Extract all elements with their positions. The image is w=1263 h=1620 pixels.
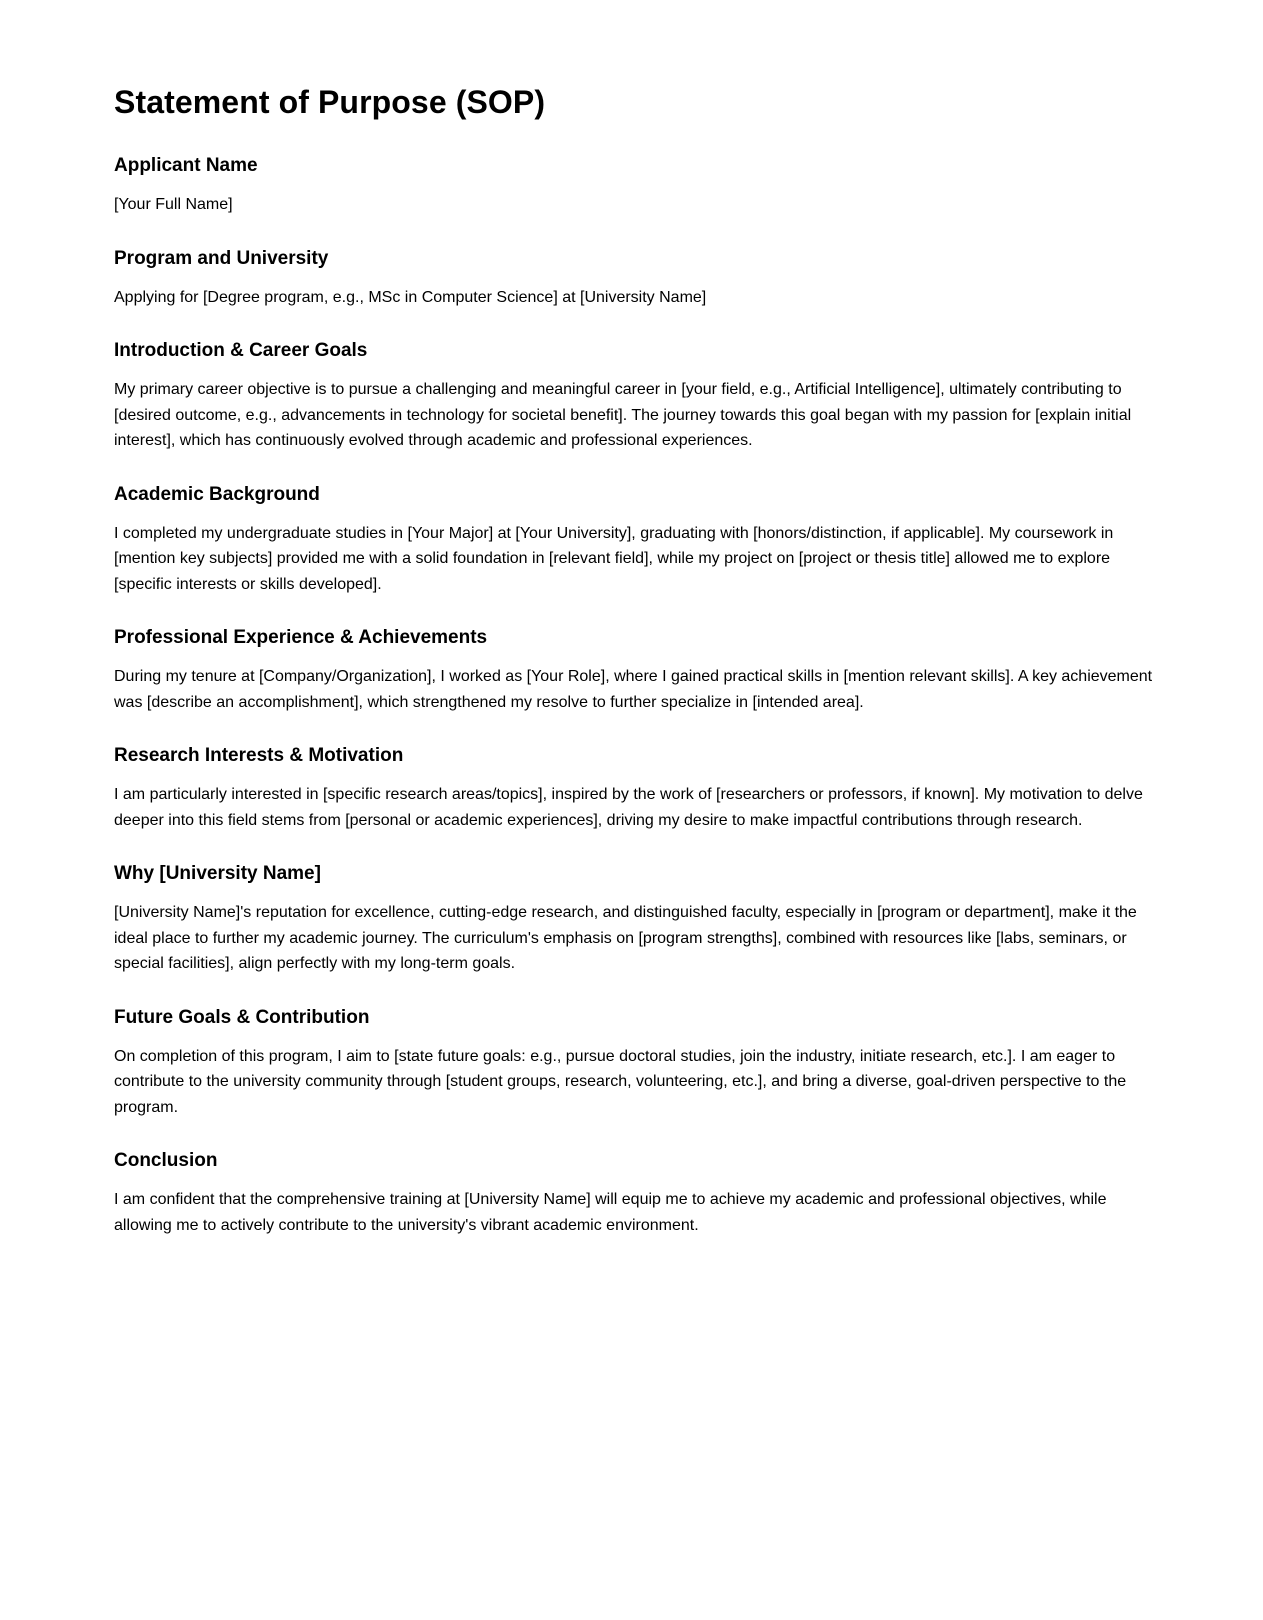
section-research-interests <box>114 715 1154 833</box>
section-body: My primary career objective is to pursue a challenging and meaningful career in [your field, e.g., Artificial Intelligence], ultimately contributing to [desired outcome, e.g., advancements in technology for societal benefit]. The journey towards this goal began with my passion for [explain initial interest], which has continuously evolved through academic and professional experiences. <box>114 381 1132 449</box>
section-heading: Introduction & Career Goals <box>114 340 368 361</box>
section-conclusion <box>114 1120 1154 1238</box>
section-heading: Academic Background <box>114 483 320 505</box>
section-body: [Your Full Name] <box>114 196 233 213</box>
section-body: [University Name]'s reputation for excellence, cutting-edge research, and distinguished faculty, especially in [program or department], make it the ideal place to further my academic journey. The curriculum's emphasis on [program strengths], combined with resources like [labs, seminars, or special facilities], align perfectly with my long-term goals. <box>114 904 1137 972</box>
section-professional-experience <box>114 597 1154 715</box>
section-why-university <box>114 833 1154 977</box>
section-body: During my tenure at [Company/Organization], I worked as [Your Role], where I gained practical skills in [mention relevant skills]. A key achievement was [describe an accomplishment], which strengthened my resolve to further specialize in [intended area]. <box>114 668 1153 711</box>
section-heading: Research Interests & Motivation <box>114 745 404 766</box>
section-applicant-name <box>114 124 1154 218</box>
document-title: Statement of Purpose (SOP) <box>114 84 546 120</box>
section-body: On completion of this program, I aim to [state future goals: e.g., pursue doctoral studies, join the industry, initiate research, etc.]. I am eager to contribute to the university community through [student groups, research, volunteering, etc.], and bring a diverse, goal-driven perspective to the program. <box>114 1047 1127 1116</box>
section-academic-background <box>114 454 1154 598</box>
document-page <box>114 0 1154 1238</box>
section-heading: Professional Experience & Achievements <box>114 627 488 648</box>
section-body: I completed my undergraduate studies in [Your Major] at [Your University], graduating with [honors/distinction, if applicable]. My coursework in [mention key subjects] provided me with a solid foundation in [relevant field], while my project on [project or thesis title] allowed me to explore [specific interests or skills developed]. <box>114 524 1114 593</box>
section-heading: Program and University <box>114 247 329 269</box>
section-future-goals <box>114 977 1154 1121</box>
section-heading: Future Goals & Contribution <box>114 1006 370 1028</box>
section-introduction-career-goals <box>114 310 1154 454</box>
section-heading: Applicant Name <box>114 155 258 176</box>
section-heading: Conclusion <box>114 1150 218 1171</box>
section-body: I am particularly interested in [specific research areas/topics], inspired by the work of [researchers or professors, if known]. My motivation to delve deeper into this field stems from [personal or academic experiences], driving my desire to make impactful contributions through research. <box>114 786 1143 829</box>
section-body: I am confident that the comprehensive training at [University Name] will equip me to achieve my academic and professional objectives, while allowing me to actively contribute to the university's vibrant academic environment. <box>114 1191 1107 1234</box>
section-program-university <box>114 218 1154 311</box>
section-heading: Why [University Name] <box>114 863 321 884</box>
section-body: Applying for [Degree program, e.g., MSc in Computer Science] at [University Name] <box>114 288 707 306</box>
